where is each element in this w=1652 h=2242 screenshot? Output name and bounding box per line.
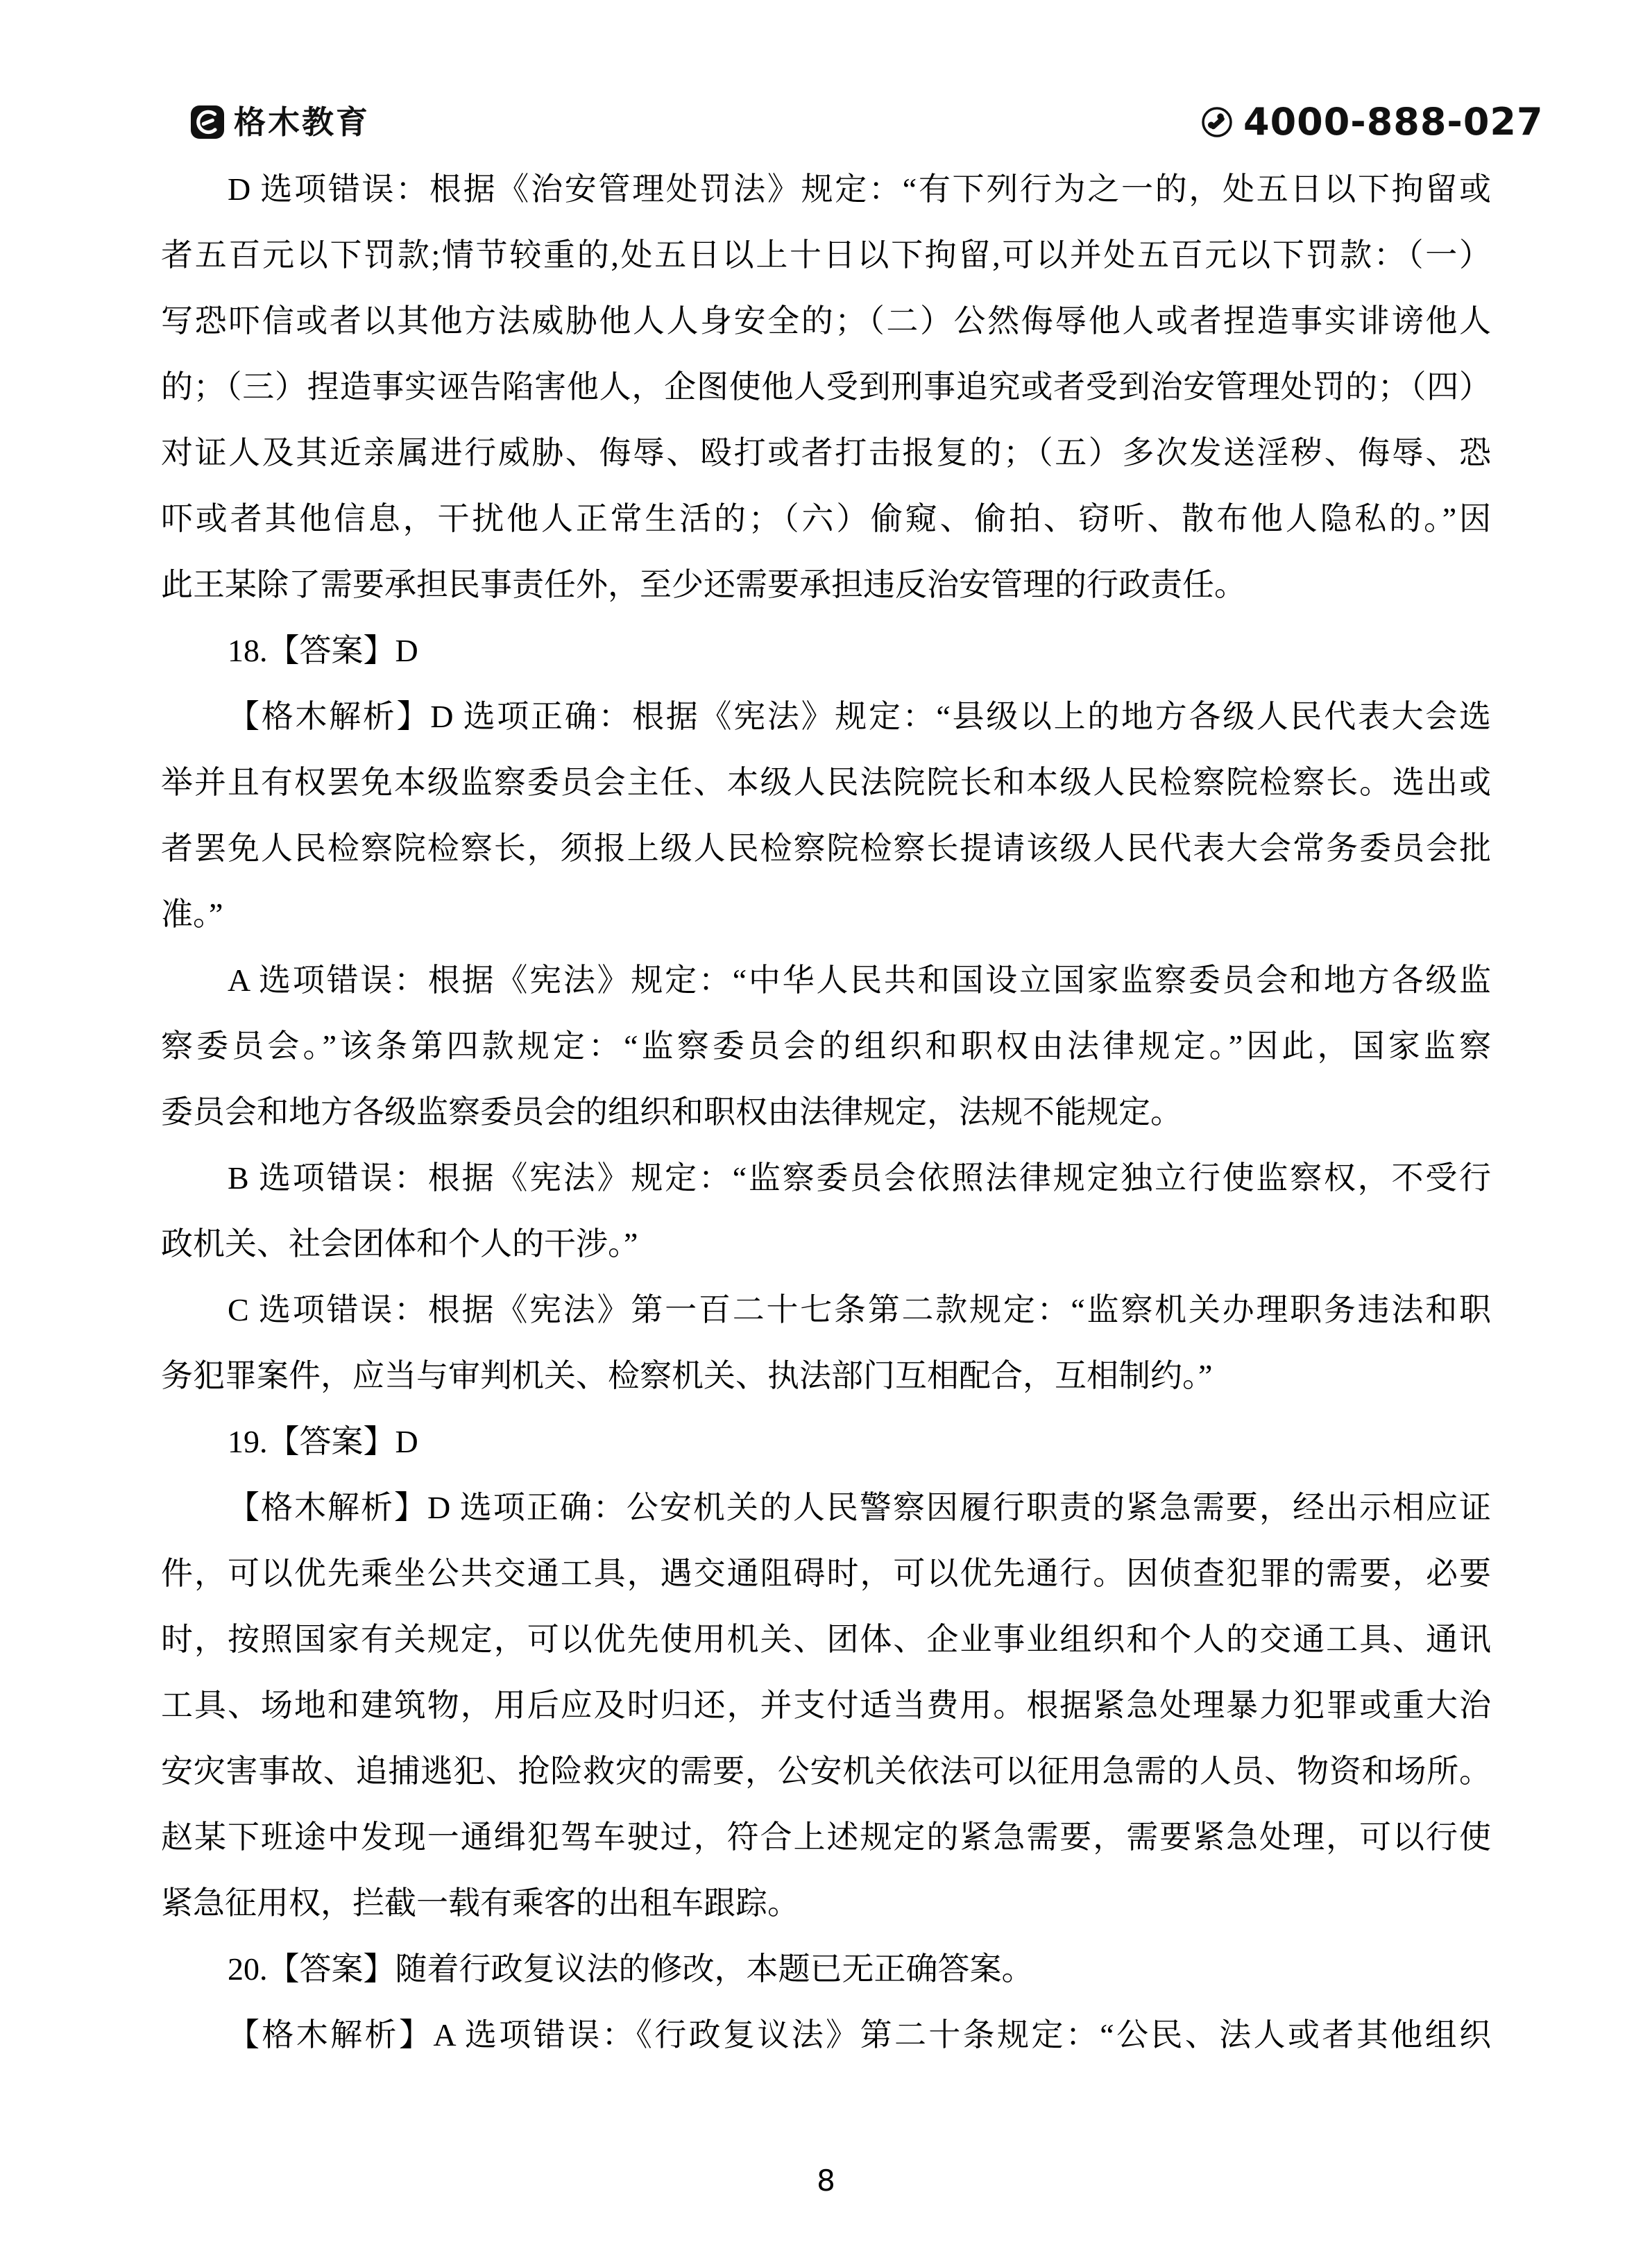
- text-line: 工具、场地和建筑物，用后应及时归还，并支付适当费用。根据紧急处理暴力犯罪或重大治: [161, 1688, 1491, 1723]
- text-line: 吓或者其他信息，干扰他人正常生活的；（六）偷窥、偷拍、窃听、散布他人隐私的。”因: [161, 501, 1491, 536]
- gemu-logo-icon: [191, 105, 224, 139]
- text-line: 此王某除了需要承担民事责任外，至少还需要承担违反治安管理的行政责任。: [161, 567, 1246, 602]
- page-footer: [0, 2164, 1652, 2198]
- text-line: 【格木解析】D 选项正确：公安机关的人民警察因履行职责的紧急需要，经出示相应证: [228, 1490, 1491, 1525]
- text-line: 19.【答案】D: [228, 1424, 418, 1459]
- text-line: B 选项错误：根据《宪法》规定：“监察委员会依照法律规定独立行使监察权，不受行: [228, 1160, 1491, 1196]
- text-line: 者罢免人民检察院检察长，须报上级人民检察院检察长提请该级人民代表大会常务委员会批: [161, 831, 1491, 866]
- text-line: C 选项错误：根据《宪法》第一百二十七条第二款规定：“监察机关办理职务违法和职: [228, 1292, 1491, 1327]
- text-line: A 选项错误：根据《宪法》规定：“中华人民共和国设立国家监察委员会和地方各级监: [228, 962, 1491, 998]
- text-line: 务犯罪案件，应当与审判机关、检察机关、执法部门互相配合，互相制约。”: [161, 1358, 1213, 1393]
- text-line: 写恐吓信或者以其他方法威胁他人人身安全的；（二）公然侮辱他人或者捏造事实诽谤他人: [161, 303, 1491, 339]
- text-line: D 选项错误：根据《治安管理处罚法》规定：“有下列行为之一的，处五日以下拘留或: [228, 171, 1491, 207]
- text-line: 18.【答案】D: [228, 633, 418, 668]
- brand-name: 格木教育: [234, 103, 370, 141]
- brand-logo: [191, 104, 370, 140]
- page-header: [0, 0, 1652, 173]
- text-line: 的；（三）捏造事实诬告陷害他人，企图使他人受到刑事追究或者受到治安管理处罚的；（四）: [161, 369, 1491, 405]
- text-line: 时，按照国家有关规定，可以优先使用机关、团体、企业事业组织和个人的交通工具、通讯: [161, 1622, 1491, 1657]
- text-line: 对证人及其近亲属进行威胁、侮辱、殴打或者打击报复的；（五）多次发送淫秽、侮辱、恐: [161, 435, 1491, 470]
- document-body: [161, 156, 1491, 2068]
- phone-number: 4000-888-027: [1243, 100, 1544, 144]
- text-line: 紧急征用权，拦截一载有乘客的出租车跟踪。: [161, 1885, 799, 1921]
- text-line: 准。”: [161, 897, 223, 932]
- contact-phone: [1200, 100, 1544, 144]
- text-line: 20.【答案】随着行政复议法的修改，本题已无正确答案。: [228, 1951, 1034, 1987]
- text-line: 政机关、社会团体和个人的干涉。”: [161, 1226, 638, 1262]
- text-line: 举并且有权罢免本级监察委员会主任、本级人民法院院长和本级人民检察院检察长。选出或: [161, 765, 1491, 800]
- text-line: 委员会和地方各级监察委员会的组织和职权由法律规定，法规不能规定。: [161, 1094, 1182, 1130]
- text-line: 安灾害事故、追捕逃犯、抢险救灾的需要，公安机关依法可以征用急需的人员、物资和场所。: [161, 1753, 1491, 1789]
- text-line: 【格木解析】A 选项错误：《行政复议法》第二十条规定：“公民、法人或者其他组织: [228, 2017, 1491, 2053]
- text-line: 察委员会。”该条第四款规定：“监察委员会的组织和职权由法律规定。”因此，国家监察: [161, 1028, 1491, 1064]
- text-line: 赵某下班途中发现一通缉犯驾车驶过，符合上述规定的紧急需要，需要紧急处理，可以行使: [161, 1819, 1491, 1855]
- phone-icon: [1200, 105, 1234, 139]
- text-line: 者五百元以下罚款;情节较重的,处五日以上十日以下拘留,可以并处五百元以下罚款：（一）: [161, 237, 1491, 273]
- text-line: 件，可以优先乘坐公共交通工具，遇交通阻碍时，可以优先通行。因侦查犯罪的需要，必要: [161, 1556, 1491, 1591]
- page-number: 8: [817, 2164, 835, 2198]
- text-line: 【格木解析】D 选项正确：根据《宪法》规定：“县级以上的地方各级人民代表大会选: [228, 699, 1491, 734]
